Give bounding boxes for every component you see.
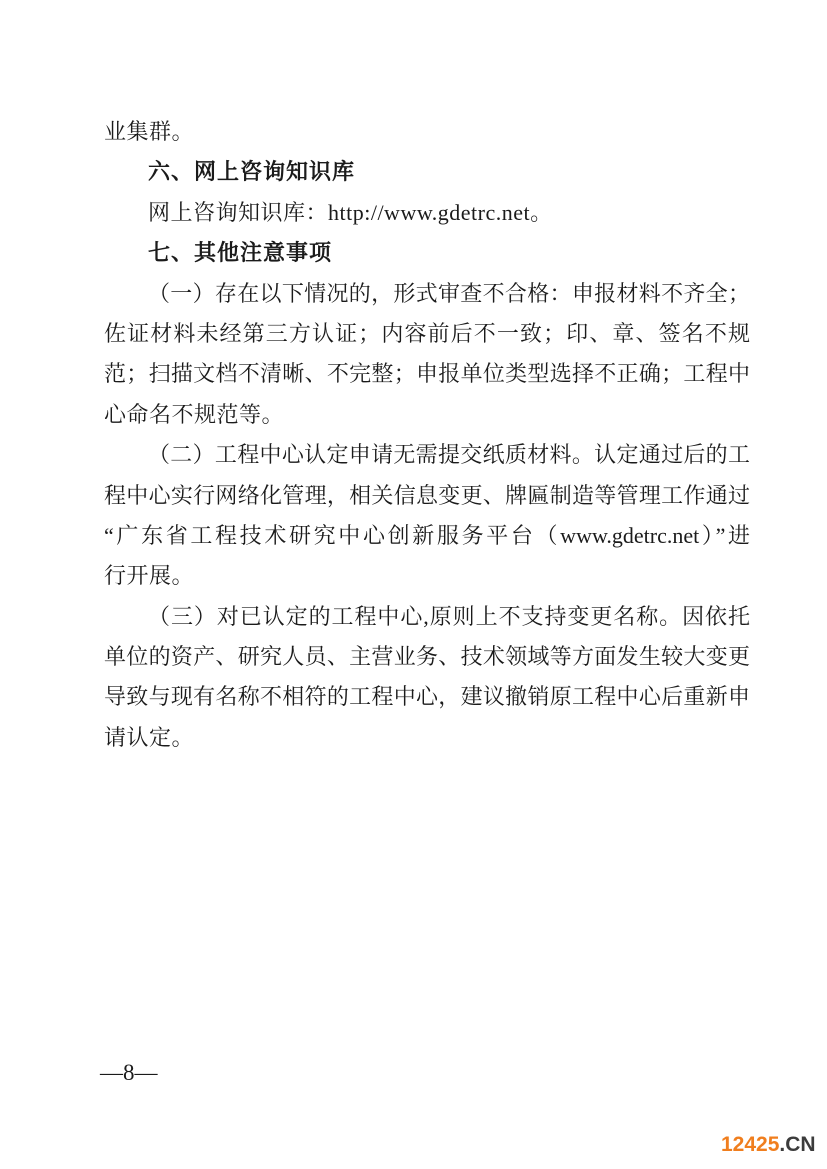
item-three-line: 单位的资产、研究人员、主营业务、技术领域等方面发生较大变更 (104, 644, 750, 670)
item-two-last-line: 行开展。 (104, 563, 195, 589)
item-one-line: 范；扫描文档不清晰、不完整；申报单位类型选择不正确；工程中 (104, 361, 750, 387)
watermark-number: 12425 (721, 1133, 780, 1156)
section-heading-seven: 七、其他注意事项 (148, 240, 333, 266)
item-three-first-line: （三）对已认定的工程中心,原则上不支持变更名称。因依托 (148, 603, 750, 629)
knowledge-base-url-line: 网上咨询知识库：http://www.gdetrc.net。 (148, 199, 553, 225)
item-two-line: 程中心实行网络化管理，相关信息变更、牌匾制造等管理工作通过 (104, 482, 750, 508)
document-body (104, 112, 750, 758)
item-one-line: 佐证材料未经第三方认证；内容前后不一致；印、章、签名不规 (104, 320, 750, 346)
item-two-first-line: （二）工程中心认定申请无需提交纸质材料。认定通过后的工 (148, 442, 750, 468)
item-three-line: 导致与现有名称不相符的工程中心，建议撤销原工程中心后重新申 (104, 684, 750, 710)
section-heading-six: 六、网上咨询知识库 (148, 159, 356, 185)
item-one-last-line: 心命名不规范等。 (104, 401, 285, 427)
item-three-last-line: 请认定。 (104, 724, 195, 750)
item-two-platform-line: “广东省工程技术研究中心创新服务平台（www.gdetrc.net）”进 (104, 522, 750, 548)
watermark-domain-suffix: .CN (779, 1133, 816, 1156)
paragraph-end-line: 业集群。 (104, 119, 195, 144)
item-one-first-line: （一）存在以下情况的，形式审查不合格：申报材料不齐全； (148, 280, 750, 306)
watermark-12425cn (721, 1133, 816, 1157)
page-number: —8— (100, 1060, 158, 1085)
